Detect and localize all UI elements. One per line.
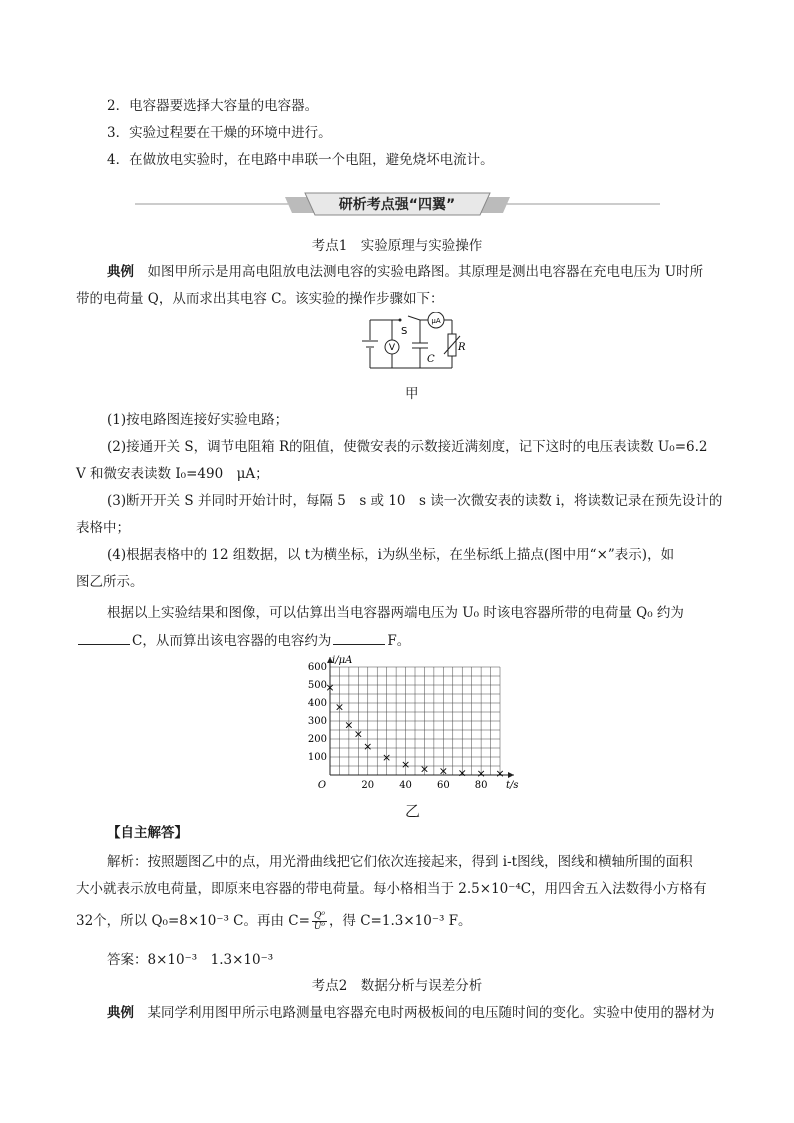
label-S: S (401, 326, 408, 337)
y-tick-label: 300 (307, 716, 327, 727)
label-R: R (458, 342, 466, 353)
data-point: × (457, 766, 467, 780)
step2-line2: V 和微安表读数 I₀=490 μA； (76, 466, 269, 482)
step2-line1: (2)接通开关 S，调节电阻箱 R的阻值，使微安表的示数接近满刻度，记下这时的电压表读数 U₀=6.2 (107, 439, 708, 455)
fraction-Q-over-U: $\frac{\text{Q⁰}}{\text{U⁰}}$ (313, 911, 326, 932)
section2-title: 考点2 数据分析与误差分析 (311, 978, 483, 994)
data-point: × (400, 758, 411, 772)
x-tick-label: 20 (361, 780, 375, 791)
discharge-chart (300, 650, 520, 795)
y-tick-label: 500 (307, 680, 327, 691)
x-tick-label: 80 (474, 780, 488, 791)
analysis-line3-a: 32个，所以 Q₀=8×10⁻³ C。再由 C= (76, 913, 310, 929)
question-line2-b: F。 (387, 633, 411, 649)
x-axis-label: t/s (506, 780, 519, 791)
analysis-line1: 解析：按照题图乙中的点，用光滑曲线把它们依次连接起来，得到 i-t图线，图线和横轴所围的面积 (107, 854, 693, 870)
x-axis-arrow (508, 772, 514, 778)
intro-line2: 带的电荷量 Q，从而求出其电容 C。该实验的操作步骤如下： (76, 291, 444, 307)
data-point: × (419, 762, 430, 776)
y-tick-label: 600 (307, 662, 327, 673)
analysis-line2: 大小就表示放电荷量，即原来电容器的带电荷量。每小格相当于 2.5×10⁻⁴C，用四舍五入法数得小方格有 (76, 881, 707, 897)
label-V: V (388, 343, 396, 353)
chart-caption: 乙 (405, 802, 421, 820)
section1-title: 考点1 实验原理与实验操作 (311, 238, 483, 254)
label-uA: μA (431, 317, 441, 325)
answer-line: 答案：8×10⁻³ 1.3×10⁻³ (107, 952, 274, 968)
answer-blank-2[interactable] (333, 630, 385, 645)
step1: (1)按电路图连接好实验电路； (107, 412, 289, 428)
y-tick-label: 400 (307, 698, 327, 709)
example-label: 典例 (107, 264, 134, 280)
data-point: × (495, 767, 505, 781)
circuit-diagram (350, 312, 468, 374)
question-line2-a: C，从而算出该电容器的电容约为 (132, 633, 332, 649)
answer-heading: 【自主解答】 (107, 825, 188, 841)
note-4: 4．在做放电实验时，在电路中串联一个电阻，避免烧坏电流计。 (107, 152, 494, 168)
x-tick-label: 40 (399, 780, 412, 791)
data-point: × (438, 764, 448, 778)
section2-intro: 某同学利用图甲所示电路测量电容器充电时两极板间的电压随时间的变化。实验中使用的器材为 (147, 1005, 715, 1021)
note-3: 3．实验过程要在干燥的环境中进行。 (107, 125, 332, 141)
banner-title: 研析考点强“四翼” (338, 197, 456, 213)
circuit-caption: 甲 (405, 386, 419, 402)
step3-line1: (3)断开开关 S 并同时开始计时，每隔 5 s 或 10 s 读一次微安表的读数 i，将读数记录在预先设计的 (107, 493, 723, 509)
step4-line1: (4)根据表格中的 12 组数据，以 t为横坐标，i为纵坐标，在坐标纸上描点(图中用“×”表示)，如 (107, 547, 675, 563)
data-point: × (325, 680, 335, 694)
step4-line2: 图乙所示。 (76, 574, 144, 590)
y-axis-label: i/μA (332, 655, 353, 666)
data-point: × (476, 767, 486, 781)
data-point: × (353, 727, 363, 741)
data-point: × (334, 700, 345, 714)
label-C: C (427, 354, 435, 365)
x-tick-label: 60 (436, 780, 450, 791)
step3-line2: 表格中； (76, 520, 130, 536)
data-point: × (382, 751, 392, 764)
y-tick-label: 100 (307, 752, 327, 763)
y-tick-label: 200 (307, 734, 327, 745)
intro-line1: 如图甲所示是用高电阻放电法测电容的实验电路图。其原理是测出电容器在充电电压为 U时所 (147, 264, 704, 280)
origin-label: O (317, 780, 327, 791)
question-line1: 根据以上实验结果和图像，可以估算出当电容器两端电压为 U₀ 时该电容器所带的电荷量 Q₀ 约为 (107, 605, 684, 621)
answer-blank-1[interactable] (78, 630, 130, 645)
analysis-line3-b: ，得 C=1.3×10⁻³ F。 (328, 913, 472, 929)
data-point: × (344, 718, 354, 732)
section-banner (135, 187, 660, 221)
data-point: × (363, 740, 373, 754)
note-2: 2．电容器要选择大容量的电容器。 (107, 98, 319, 114)
example-label-2: 典例 (107, 1005, 134, 1021)
